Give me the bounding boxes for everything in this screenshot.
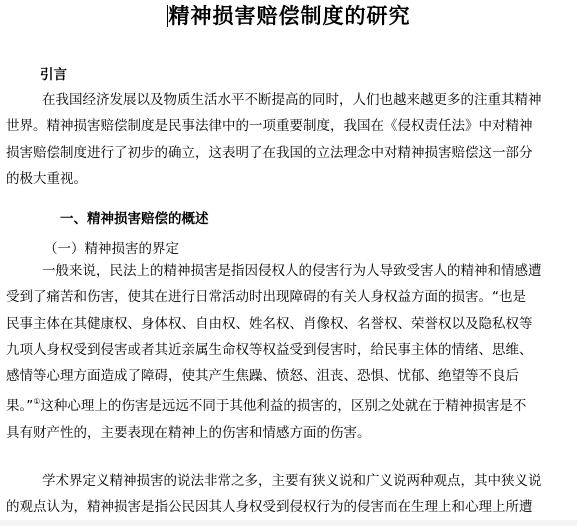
- paragraph-definition: [6, 258, 573, 446]
- text-line: 在我国经济发展以及物质生活水平不断提高的同时，人们也越来越更多的注重其精神: [42, 92, 542, 108]
- paragraph-scholarly: [6, 468, 573, 521]
- text-line: 九项人身权受到侵害或者其近亲属生命权等权益受到侵害时，给民事主体的情绪、思维、: [6, 341, 533, 358]
- text-line: 学术界定义精神损害的说法非常之多，主要有狭义说和广义说两种观点，其中狭义说: [42, 473, 542, 489]
- text-line: 世界。精神损害赔偿制度是民事法律中的一项重要制度，我国在《侵权责任法》中对精神: [6, 118, 533, 135]
- footnote-marker[interactable]: ①: [33, 397, 41, 407]
- text-line: 一般来说，民法上的精神损害是指因侵权人的侵害行为人导致受害人的精神和情感遭: [42, 263, 542, 279]
- text-line: 的极大重视。: [6, 170, 87, 187]
- text-line: 损害赔偿制度进行了初步的确立，这表明了在我国的立法理念中对精神损害赔偿这一部分: [6, 144, 533, 161]
- text-line: 民事主体在其健康权、身体权、自由权、姓名权、肖像权、名誉权、荣誉权以及隐私权等: [6, 315, 533, 332]
- text-cursor: [167, 5, 168, 27]
- intro-heading: 引言: [40, 67, 67, 83]
- text-line: 受到了痛苦和伤害，使其在进行日常活动时出现障碍的有关人身权益方面的损害。“也是: [6, 289, 526, 306]
- subsection-heading: （一）精神损害的界定: [44, 241, 179, 257]
- text-line-with-footnote: 果。”①这种心理上的伤害是远远不同于其他利益的损害的，区别之处就在于精神损害是不: [6, 397, 527, 415]
- section-heading: 一、精神损害赔偿的概述: [60, 211, 209, 227]
- text-line: 具有财产性的，主要表现在精神上的伤害和情感方面的伤害。: [6, 424, 371, 441]
- intro-paragraph: [6, 87, 573, 192]
- document-title: 精神损害赔偿制度的研究: [168, 3, 411, 28]
- page-bottom-edge: [0, 520, 577, 526]
- text-line: 的观点认为，精神损害是指公民因其人身权受到侵权行为的侵害而在生理上和心理上所遭: [6, 499, 533, 516]
- text-line: 感情等心理方面造成了障碍，使其产生焦躁、愤怒、沮丧、恐惧、忧郁、绝望等不良后: [6, 368, 519, 385]
